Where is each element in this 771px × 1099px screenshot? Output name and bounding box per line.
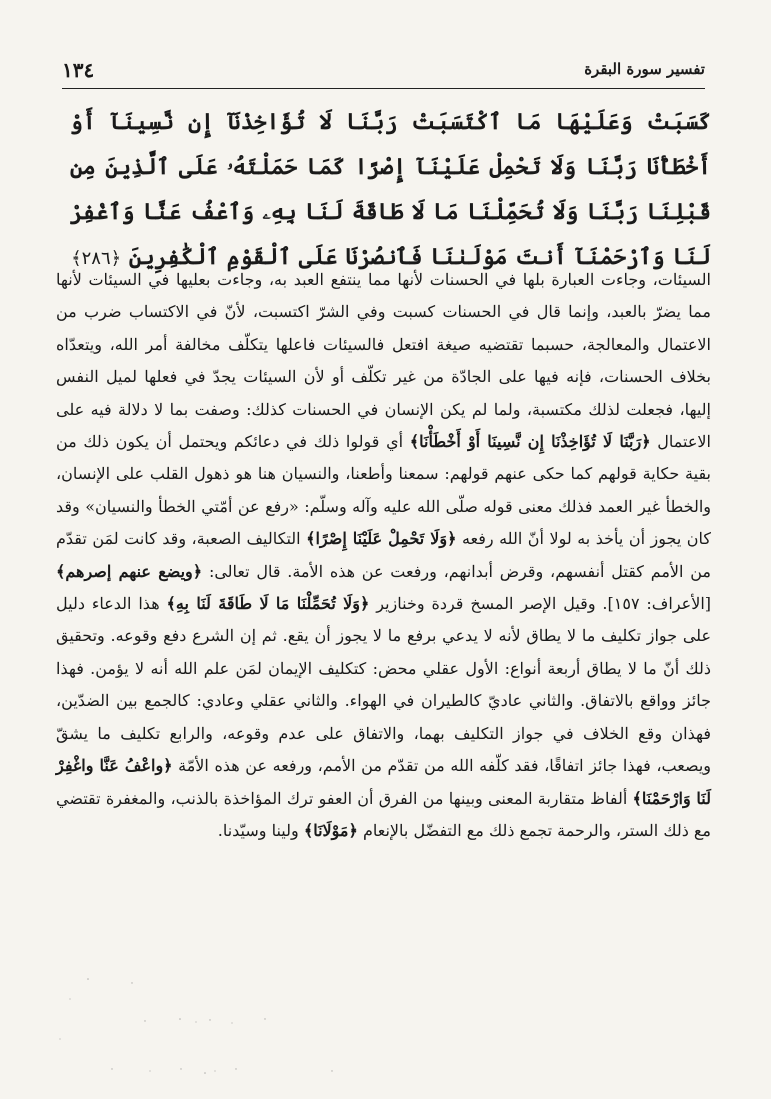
- quranic-quote: ﴿ويضع عنهم إصرهم﴾: [56, 561, 203, 581]
- text-segment: ولينا وسيّدنا.: [217, 820, 299, 840]
- text-segment: أي قولوا ذلك في دعائكم ويحتمل أن يكون ذلك من بقية حكاية قولهم كما حكى عنهم قولهم: سمعنا وأطعنا، والنسيان هنا هو ذهول القلب على الإنسان، والخطأ غير العمد فذلك معنى قوله صلّى الله عليه وآله وسلّم: «رفع عن أمّتي الخطأ والنسيان» وقد كان يجوز أن يأخذ به لولا أنّ الله رفعه: [56, 432, 712, 549]
- quranic-quote: ﴿واعْفُ عَنَّا واغْفِرْ لَنَا وَارْحَمْنَا﴾: [56, 756, 711, 808]
- text-segment: هذا الدعاء دليل على جواز تكليف ما لا يطاق لأنه لا يدعي برفع ما لا يجوز أن يقع. ثم إن الشرع دفع وقوعه. وتحقيق ذلك أنّ ما لا يطاق أربعة أنواع: الأول عقلي محض: كتكليف الإيمان لمَن علم الله أنه لا يؤمن. فهذا جائز وواقع بالاتفاق. والثاني عاديّ كالطيران في الهواء. والثاني عقلي وعادي: كالجمع بين الضدّين، فهذان وقع الخلاف في جواز التكليف بهما، والاتفاق على عدم وقوعه، والرابع تكليف ما يشقّ ويصعب، فهذا جائز اتفاقًا، فقد كلّفه الله من تقدّم من الأمم، ورفعه عن هذه الأمّة: [56, 594, 711, 776]
- quranic-quote: ﴿وَلَا تَحْمِلْ عَلَيْنَا إِصْرًا﴾: [306, 529, 457, 549]
- verse-text: كَسَبَتْ وَعَلَيْهَا مَا ٱكْتَسَبَتْ رَبَّنَا لَا تُؤَاخِذْنَآ إِن نَّسِينَآ أَوْ أَخْطَأْنَا رَبَّنَا وَلَا تَحْمِلْ عَلَيْنَآ إِصْرًا كَمَا حَمَلْتَهُۥ عَلَى ٱلَّذِينَ مِن قَبْلِنَا رَبَّنَا وَلَا تُحَمِّلْنَا مَا لَا طَاقَةَ لَنَا بِهِۦ وَٱعْفُ عَنَّا وَٱغْفِرْ لَنَا وَٱرْحَمْنَآ أَنتَ مَوْلَىٰنَا فَٱنصُرْنَا عَلَى ٱلْقَوْمِ ٱلْكَٰفِرِينَ: [70, 109, 711, 270]
- text-segment: السيئات، وجاءت العبارة بلها في الحسنات لأنها مما ينتفع العبد به، وجاءت بعليها في السيئات لأنها مما يضرّ بالعبد، وإنما قال في الحسنات كسبت وفي الشرّ اكتسبت، لأنّ في الاكتساب ضرب من الاعتمال والمعالجة، حسبما تقتضيه صيغة افتعل فالسيئات فاعلها يتكلّف مخالفة أمر الله، ويتعدّاه بخلاف الحسنات، فإنه فيها على الجادّة من غير تكلّف أو لأن السيئات يجدّ في فعلها لميل النفس إليها، فجعلت لذلك مكتسبة، ولما لم يكن الإنسان في الحسنات كذلك: وصفت بما لا دلالة فيه على الاعتمال: [56, 270, 712, 452]
- verse-number-marker: ﴿٢٨٦﴾: [71, 248, 122, 269]
- quran-verse-block: [70, 100, 711, 281]
- quranic-quote: ﴿رَبَّنَا لَا تُؤَاخِذْنَا إِن نَّسِينَا أَوْ أَخْطَأْنَا﴾: [409, 432, 651, 452]
- scan-noise: [0, 959, 771, 1099]
- quranic-quote: ﴿وَلَا تُحَمِّلْنَا مَا لَا طَاقَةَ لَنَا بِهِ﴾: [166, 594, 370, 614]
- running-title: تفسير سورة البقرة: [584, 60, 705, 78]
- page-header: [62, 54, 705, 89]
- commentary-paragraph: [56, 264, 711, 847]
- text-segment: ألفاظ متقاربة المعنى وبينها من الفرق أن العفو ترك المؤاخذة بالذنب، والمغفرة تقتضي مع ذلك الستر، والرحمة تجمع ذلك مع التفضّل بالإنعام: [56, 788, 711, 840]
- text-segment: التكاليف الصعبة، وقد كانت لمَن تقدّم من الأمم كقتل أنفسهم، وقرض أبدانهم، ورفعت عن هذه الأمة. قال تعالى:: [56, 529, 711, 581]
- text-segment: [الأعراف: ١٥٧]. وقيل الإصر المسخ قردة وخنازير: [376, 594, 712, 614]
- page-number: ١٣٤: [62, 58, 95, 82]
- quranic-quote: ﴿مَوْلَانَا﴾: [303, 820, 358, 840]
- commentary-text: [56, 264, 711, 847]
